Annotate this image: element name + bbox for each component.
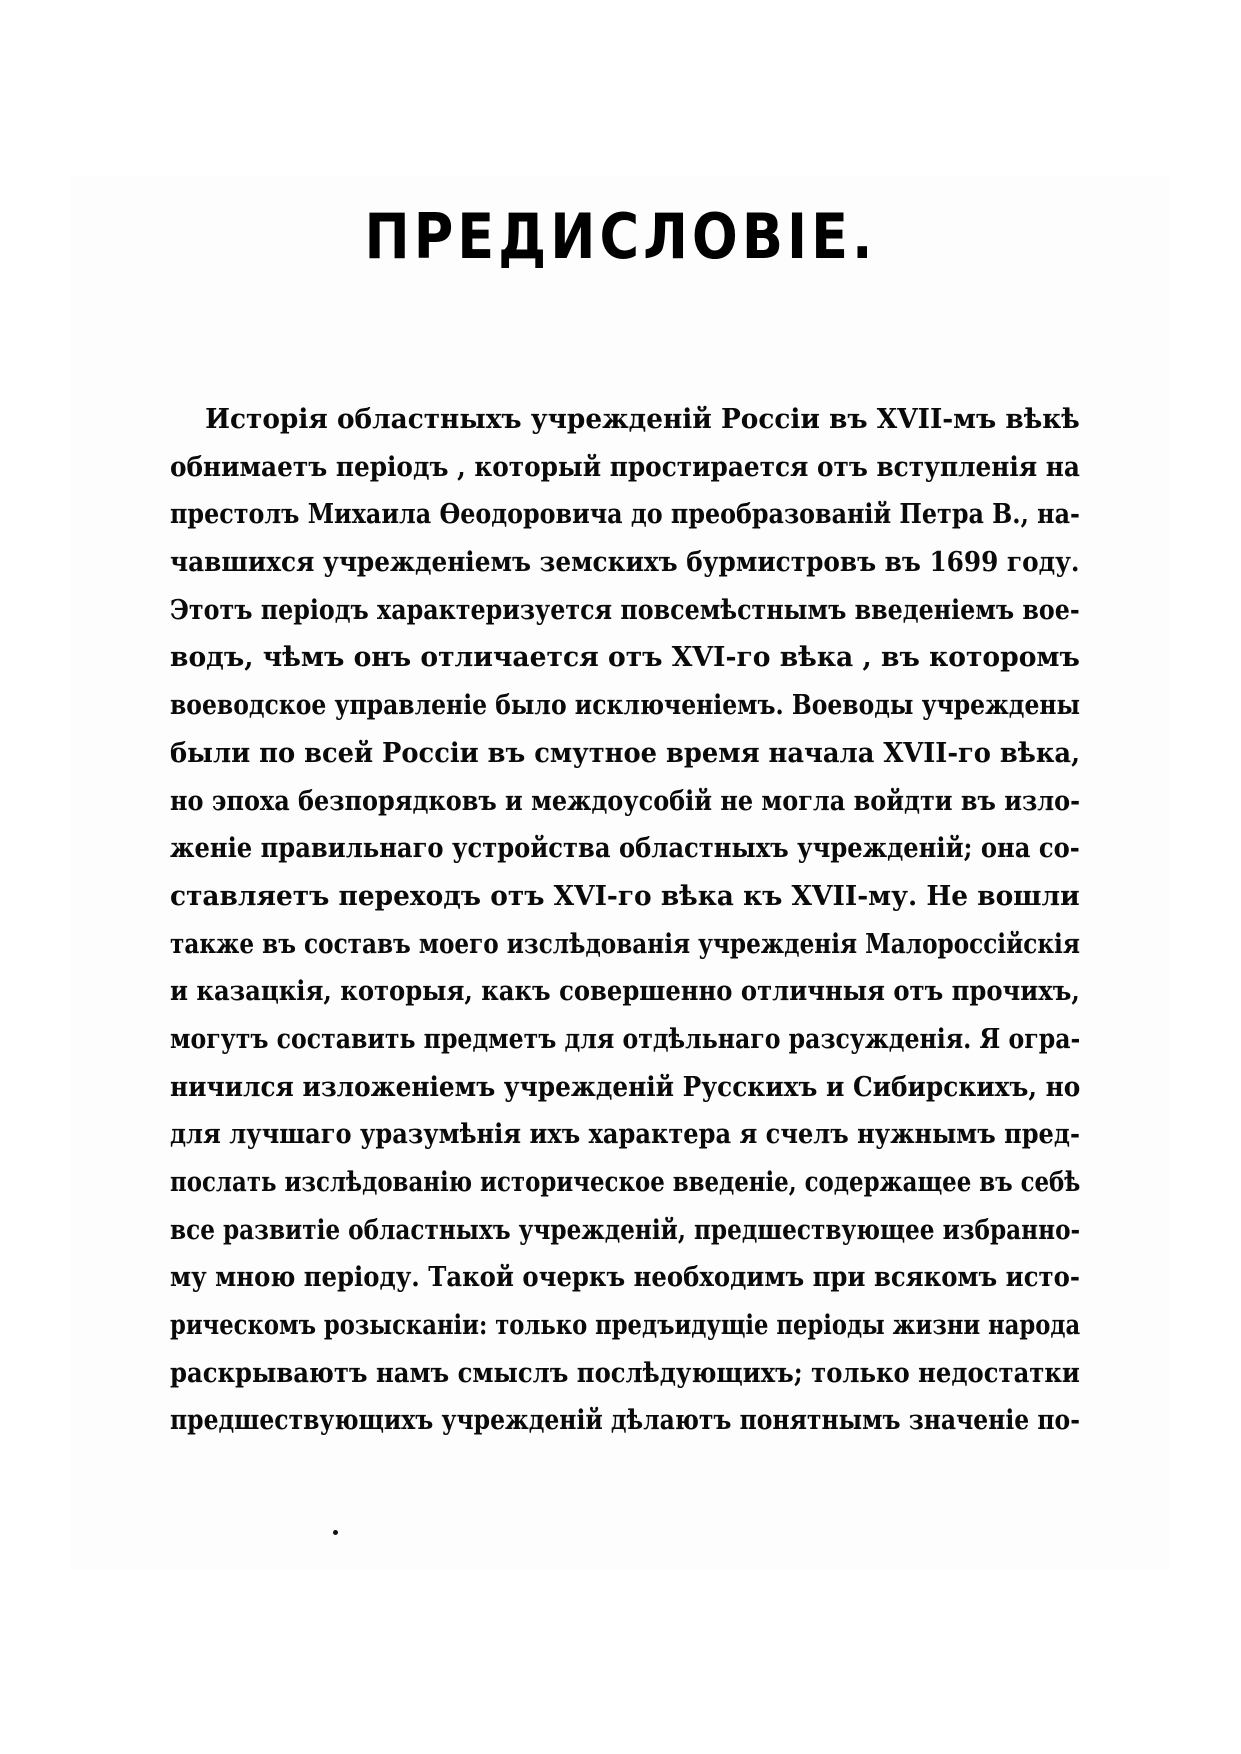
text-line: и казацкія, которыя, какъ совершенно отличныя отъ прочихъ, <box>170 976 1080 1008</box>
body-text <box>170 396 1080 1445</box>
text-line: женіе правильнаго устройства областныхъ учрежденій; она со- <box>170 833 1080 865</box>
text-line: послать изслѣдованію историческое введеніе, содержащее въ себѣ <box>170 1167 1081 1198</box>
text-line: ничился изложеніемъ учрежденій Русскихъ и Сибирскихъ, но <box>170 1071 1081 1103</box>
text-line: обнимаетъ періодъ , который простирается отъ вступленія на <box>170 451 1080 483</box>
text-line: ставляетъ переходъ отъ XVI-го вѣка къ XVII-му. Не вошли <box>170 880 1080 912</box>
text-line: Этотъ періодъ характеризуется повсемѣстнымъ введеніемъ вое- <box>170 594 1080 626</box>
text-line: Исторія областныхъ учрежденій Россіи въ XVII-мъ вѣкѣ <box>205 404 1080 435</box>
text-line: чавшихся учрежденіемъ земскихъ бурмистровъ въ 1699 году. <box>170 547 1080 579</box>
text-line: водъ, чѣмъ онъ отличается отъ XVI-го вѣка , въ которомъ <box>170 642 1080 674</box>
text-line: предшествующихъ учрежденій дѣлаютъ понятнымъ значеніе по- <box>170 1405 1080 1437</box>
text-line: престолъ Михаила Ѳеодоровича до преобразованій Петра В., на- <box>170 499 1080 531</box>
text-line: му мною періоду. Такой очеркъ необходимъ при всякомъ исто- <box>170 1262 1080 1294</box>
text-line: также въ составъ моего изслѣдованія учрежденія Малороссійскія <box>170 928 1080 960</box>
text-line: воеводское управленіе было исключеніемъ. Воеводы учреждены <box>170 690 1081 722</box>
text-line: могутъ составить предметъ для отдѣльнаго разсужденія. Я огра- <box>170 1023 1081 1055</box>
text-line: все развитіе областныхъ учрежденій, предшествующее избранно- <box>170 1214 1081 1246</box>
text-line: рическомъ розысканіи: только предъидущіе періоды жизни народа <box>170 1310 1081 1342</box>
text-line: для лучшаго уразумѣнія ихъ характера я счелъ нужнымъ пред- <box>170 1119 1080 1151</box>
text-line: но эпоха безпорядковъ и междоусобій не могла войдти въ изло- <box>170 785 1081 817</box>
text-line: были по всей Россіи въ смутное время начала XVII-го вѣка, <box>170 737 1081 769</box>
text-line: раскрываютъ намъ смыслъ послѣдующихъ; только недостатки <box>170 1357 1080 1389</box>
ink-speck <box>333 1530 338 1535</box>
page-title: ПРЕДИСЛОВІЕ. <box>364 200 877 273</box>
